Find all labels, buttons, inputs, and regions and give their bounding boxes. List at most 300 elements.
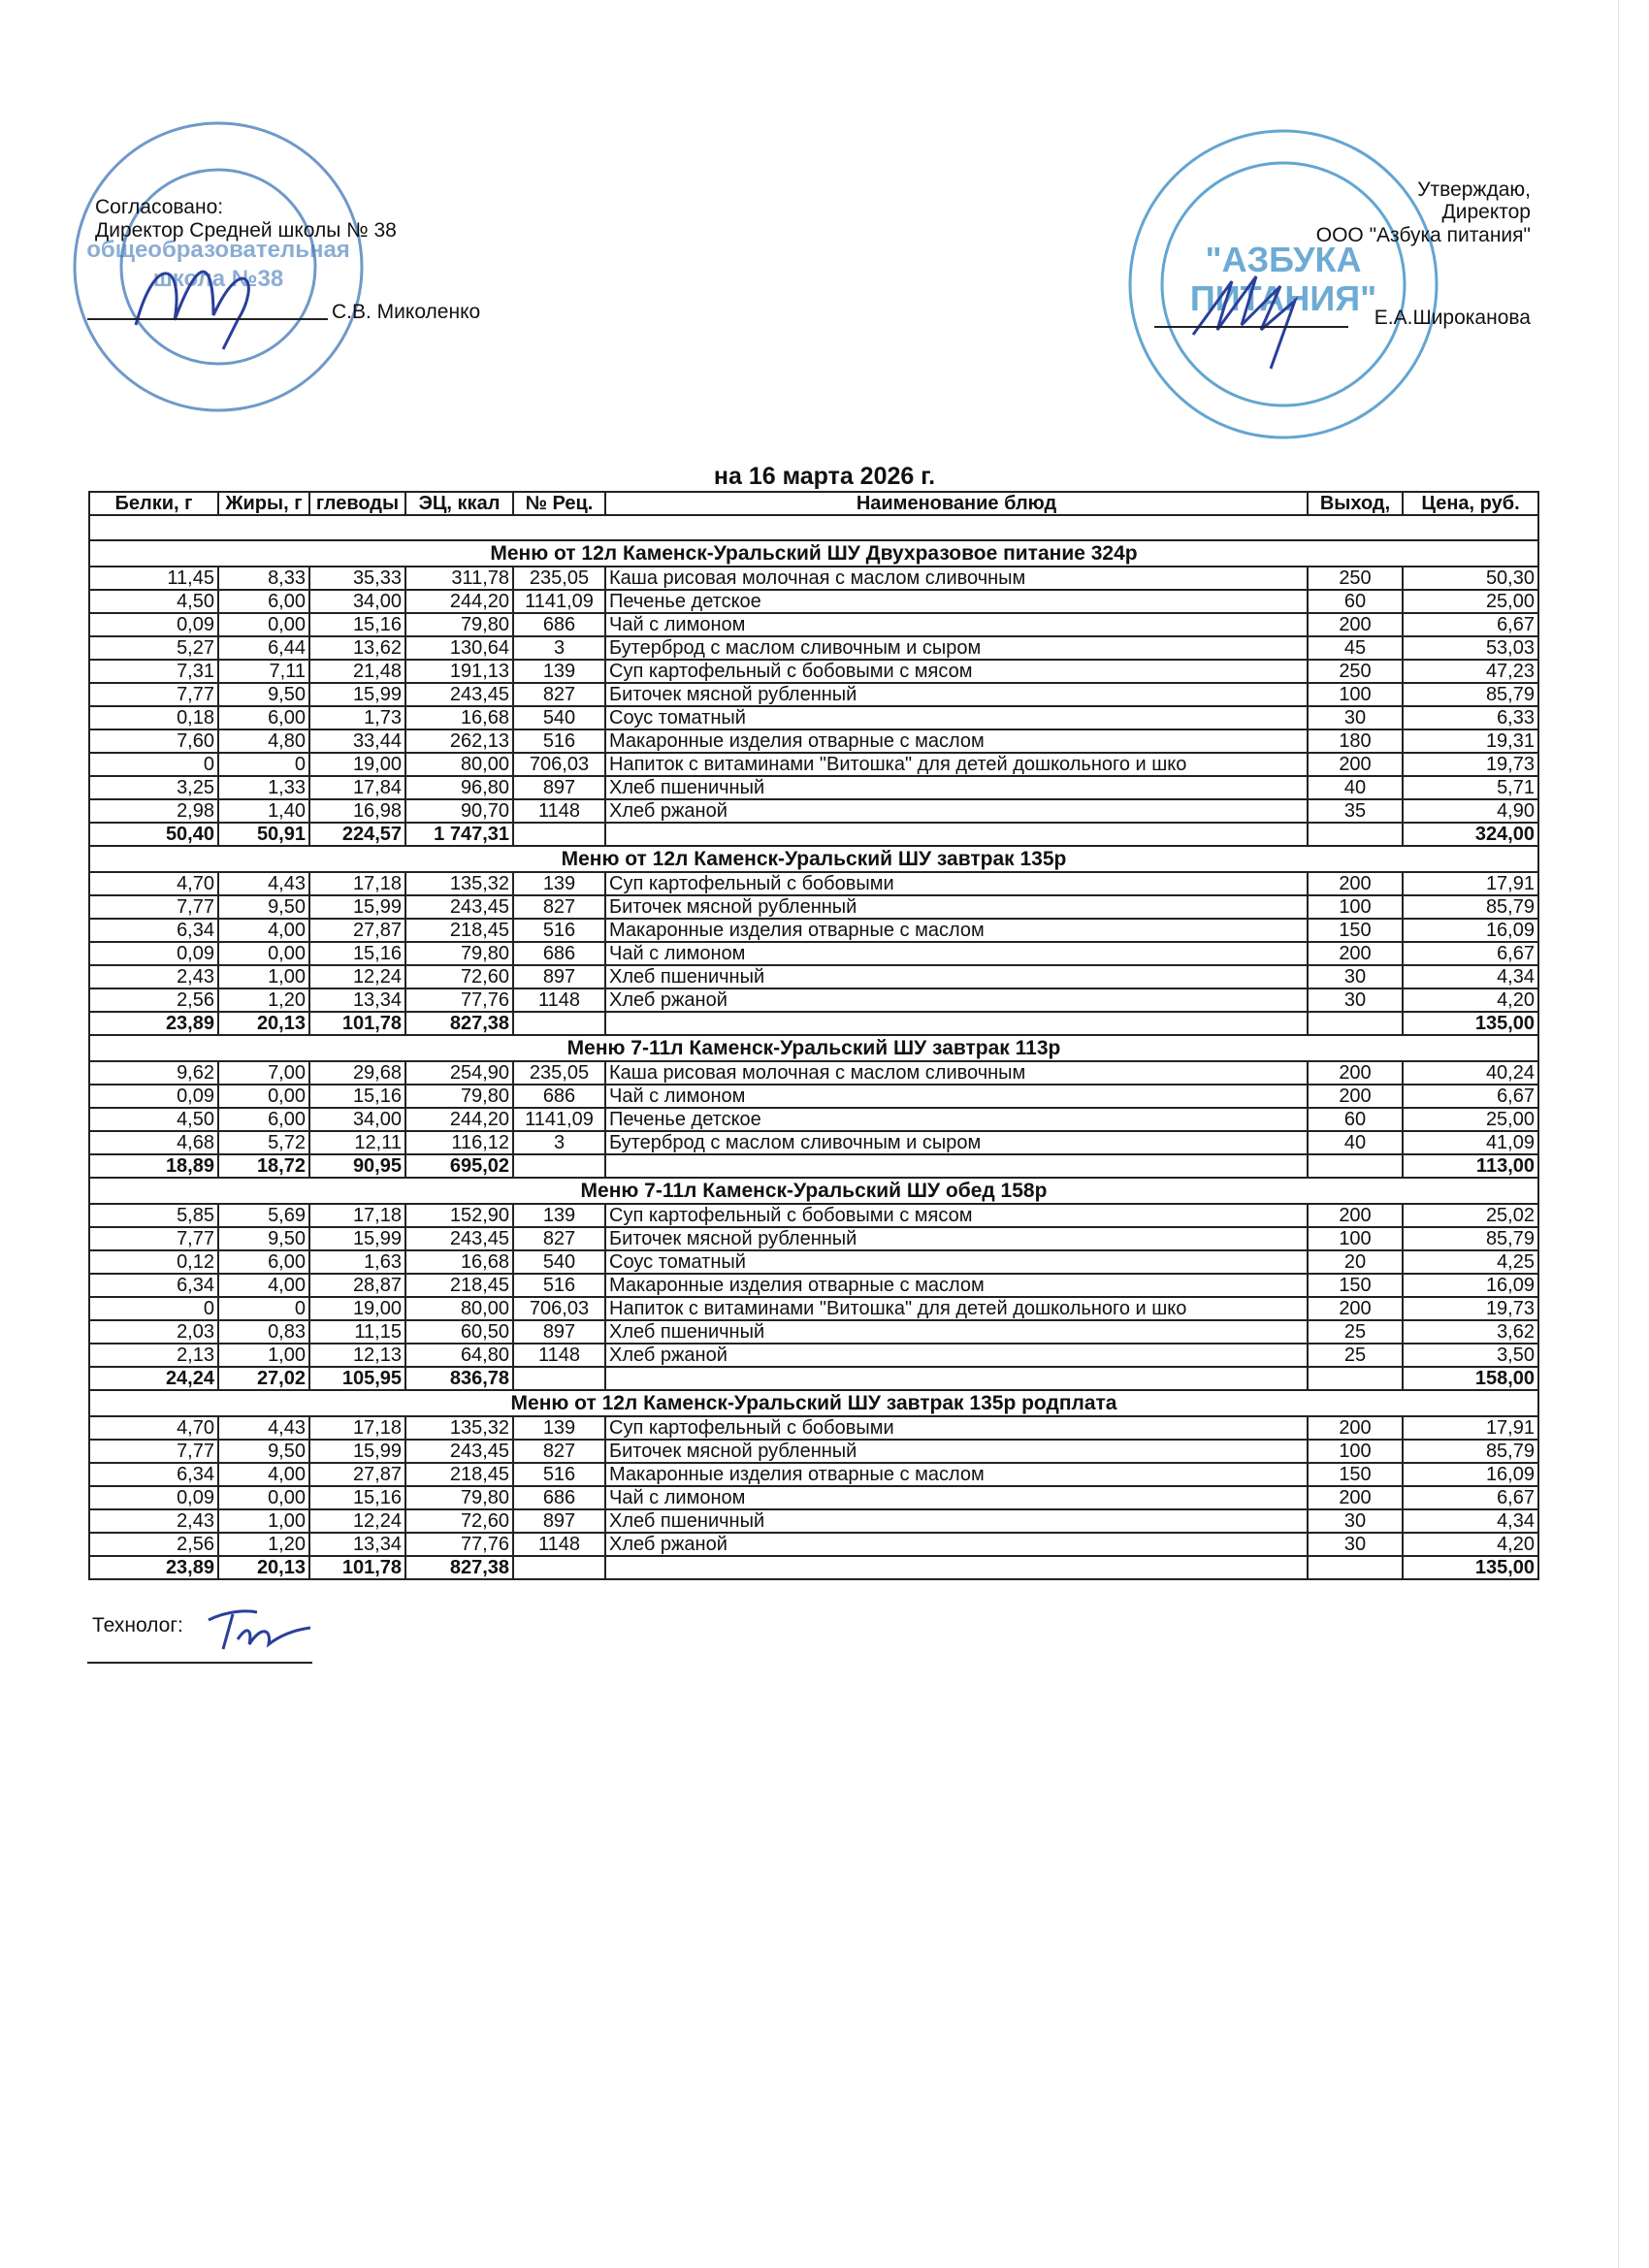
cell-fat: 4,80 [218,729,309,753]
cell-energy: 79,80 [405,613,513,636]
section-title: Меню от 12л Каменск-Уральский ШУ Двухразовое питание 324р [89,540,1538,567]
cell-recipe-no: 686 [513,1486,605,1509]
cell-price: 6,67 [1403,1486,1538,1509]
cell-carbs: 13,34 [309,1533,405,1556]
cell-protein: 3,25 [89,776,218,799]
cell-energy: 64,80 [405,1344,513,1367]
cell-carbs: 12,24 [309,965,405,988]
cell-recipe-no: 235,05 [513,567,605,590]
cell-dish-name: Макаронные изделия отварные с маслом [605,1274,1308,1297]
cell-portion: 200 [1308,753,1403,776]
cell-carbs: 34,00 [309,1108,405,1131]
header-protein: Белки, г [89,492,218,515]
cell-fat: 6,44 [218,636,309,660]
blank-row [89,515,1538,540]
cell-dish-name: Напиток с витаминами "Витошка" для детей дошкольного и шко [605,753,1308,776]
cell-dish-name: Печенье детское [605,590,1308,613]
cell-carbs: 1,63 [309,1250,405,1274]
cell-fat: 4,43 [218,872,309,895]
cell-energy: 130,64 [405,636,513,660]
total-price: 158,00 [1403,1367,1538,1390]
cell-energy: 311,78 [405,567,513,590]
cell-dish-name: Каша рисовая молочная с маслом сливочным [605,1061,1308,1085]
cell-price: 85,79 [1403,683,1538,706]
cell-price: 6,67 [1403,1085,1538,1108]
cell-carbs: 19,00 [309,753,405,776]
dish-row [89,799,1538,823]
cell-recipe-no: 827 [513,1227,605,1250]
cell-carbs: 13,62 [309,636,405,660]
dish-row [89,753,1538,776]
signature-line-right [1154,326,1348,328]
total-protein: 18,89 [89,1154,218,1178]
cell-protein: 7,77 [89,1227,218,1250]
cell-dish-name: Биточек мясной рубленный [605,895,1308,919]
dish-row [89,1440,1538,1463]
approve-position: Директор [1441,201,1531,223]
total-carbs: 101,78 [309,1012,405,1035]
cell-price: 85,79 [1403,895,1538,919]
cell-fat: 6,00 [218,590,309,613]
cell-dish-name: Каша рисовая молочная с маслом сливочным [605,567,1308,590]
cell-portion: 40 [1308,776,1403,799]
cell-price: 85,79 [1403,1227,1538,1250]
cell-price: 4,34 [1403,1509,1538,1533]
cell-energy: 80,00 [405,1297,513,1320]
dish-row [89,1108,1538,1131]
cell-price: 6,67 [1403,613,1538,636]
cell-carbs: 17,18 [309,872,405,895]
cell-dish-name: Биточек мясной рубленный [605,1440,1308,1463]
header-dish-name: Наименование блюд [605,492,1308,515]
total-fat: 27,02 [218,1367,309,1390]
cell-carbs: 15,99 [309,683,405,706]
cell-portion: 250 [1308,660,1403,683]
cell-dish-name: Бутерброд с маслом сливочным и сыром [605,636,1308,660]
total-recipe-no [513,1012,605,1035]
cell-price: 25,00 [1403,590,1538,613]
cell-protein: 0,09 [89,1085,218,1108]
dish-row [89,988,1538,1012]
cell-protein: 2,43 [89,965,218,988]
cell-carbs: 13,34 [309,988,405,1012]
cell-dish-name: Чай с лимоном [605,1486,1308,1509]
total-protein: 23,89 [89,1556,218,1579]
total-protein: 50,40 [89,823,218,846]
dish-row [89,1061,1538,1085]
cell-price: 25,02 [1403,1204,1538,1227]
cell-protein: 4,50 [89,1108,218,1131]
section-total-row [89,1012,1538,1035]
dish-row [89,729,1538,753]
cell-price: 47,23 [1403,660,1538,683]
approve-company: ООО "Азбука питания" [1315,224,1531,246]
cell-carbs: 11,15 [309,1320,405,1344]
cell-carbs: 15,99 [309,1227,405,1250]
cell-protein: 7,60 [89,729,218,753]
cell-protein: 0,09 [89,613,218,636]
cell-fat: 0,00 [218,942,309,965]
cell-portion: 25 [1308,1320,1403,1344]
cell-energy: 79,80 [405,1085,513,1108]
cell-protein: 11,45 [89,567,218,590]
total-dish-name [605,1012,1308,1035]
dish-row [89,1486,1538,1509]
cell-price: 6,33 [1403,706,1538,729]
cell-energy: 191,13 [405,660,513,683]
total-price: 324,00 [1403,823,1538,846]
cell-fat: 1,00 [218,965,309,988]
cell-dish-name: Хлеб ржаной [605,1344,1308,1367]
cell-carbs: 17,18 [309,1204,405,1227]
cell-fat: 5,72 [218,1131,309,1154]
total-portion [1308,1556,1403,1579]
dish-row [89,895,1538,919]
cell-recipe-no: 827 [513,895,605,919]
cell-energy: 135,32 [405,872,513,895]
cell-carbs: 27,87 [309,919,405,942]
cell-fat: 1,00 [218,1509,309,1533]
cell-energy: 243,45 [405,683,513,706]
cell-recipe-no: 516 [513,1274,605,1297]
cell-protein: 0,09 [89,942,218,965]
cell-fat: 9,50 [218,1440,309,1463]
cell-dish-name: Хлеб ржаной [605,1533,1308,1556]
total-portion [1308,1012,1403,1035]
approval-position: Директор Средней школы № 38 [95,219,397,242]
svg-text:ПИТАНИЯ": ПИТАНИЯ" [1189,278,1377,318]
total-recipe-no [513,1367,605,1390]
cell-energy: 218,45 [405,1463,513,1486]
cell-dish-name: Макаронные изделия отварные с маслом [605,1463,1308,1486]
svg-text:общеобразовательная: общеобразовательная [86,237,350,263]
cell-price: 19,73 [1403,753,1538,776]
total-energy: 827,38 [405,1556,513,1579]
cell-fat: 5,69 [218,1204,309,1227]
cell-recipe-no: 516 [513,1463,605,1486]
section-title: Меню от 12л Каменск-Уральский ШУ завтрак 135р [89,846,1538,872]
cell-price: 5,71 [1403,776,1538,799]
cell-portion: 30 [1308,965,1403,988]
cell-price: 16,09 [1403,919,1538,942]
total-recipe-no [513,1154,605,1178]
cell-energy: 218,45 [405,919,513,942]
total-recipe-no [513,823,605,846]
cell-price: 50,30 [1403,567,1538,590]
dish-row [89,683,1538,706]
total-fat: 50,91 [218,823,309,846]
cell-carbs: 15,16 [309,942,405,965]
dish-row [89,1204,1538,1227]
cell-carbs: 35,33 [309,567,405,590]
section-total-row [89,823,1538,846]
total-price: 135,00 [1403,1012,1538,1035]
cell-energy: 60,50 [405,1320,513,1344]
cell-carbs: 15,16 [309,613,405,636]
cell-fat: 0,00 [218,613,309,636]
cell-fat: 6,00 [218,1108,309,1131]
section-title-row [89,1178,1538,1204]
cell-fat: 4,00 [218,1274,309,1297]
cell-portion: 200 [1308,1204,1403,1227]
cell-carbs: 15,16 [309,1486,405,1509]
cell-price: 19,31 [1403,729,1538,753]
cell-dish-name: Макаронные изделия отварные с маслом [605,729,1308,753]
cell-fat: 9,50 [218,683,309,706]
dish-row [89,1085,1538,1108]
cell-fat: 6,00 [218,706,309,729]
cell-portion: 200 [1308,1085,1403,1108]
cell-energy: 135,32 [405,1416,513,1440]
cell-energy: 152,90 [405,1204,513,1227]
cell-protein: 0,18 [89,706,218,729]
cell-price: 25,00 [1403,1108,1538,1131]
cell-protein: 9,62 [89,1061,218,1085]
dish-row [89,567,1538,590]
cell-dish-name: Биточек мясной рубленный [605,683,1308,706]
cell-portion: 60 [1308,1108,1403,1131]
cell-carbs: 15,16 [309,1085,405,1108]
cell-recipe-no: 3 [513,1131,605,1154]
cell-fat: 9,50 [218,1227,309,1250]
dish-row [89,1320,1538,1344]
cell-price: 4,20 [1403,1533,1538,1556]
cell-portion: 200 [1308,872,1403,895]
cell-dish-name: Хлеб ржаной [605,799,1308,823]
section-title: Меню 7-11л Каменск-Уральский ШУ завтрак 113р [89,1035,1538,1061]
cell-recipe-no: 897 [513,1320,605,1344]
cell-protein: 4,50 [89,590,218,613]
header-price: Цена, руб. [1403,492,1538,515]
dish-row [89,613,1538,636]
cell-dish-name: Суп картофельный с бобовыми с мясом [605,1204,1308,1227]
total-portion [1308,1154,1403,1178]
total-energy: 827,38 [405,1012,513,1035]
section-title-row [89,1035,1538,1061]
technologist-signature [199,1601,315,1659]
approve-signer: Е.А.Широканова [1374,307,1531,329]
cell-dish-name: Соус томатный [605,706,1308,729]
cell-protein: 5,27 [89,636,218,660]
total-portion [1308,823,1403,846]
cell-price: 4,34 [1403,965,1538,988]
cell-portion: 200 [1308,1061,1403,1085]
cell-fat: 1,20 [218,988,309,1012]
total-dish-name [605,1556,1308,1579]
approve-label: Утверждаю, [1417,178,1531,201]
section-title: Меню 7-11л Каменск-Уральский ШУ обед 158р [89,1178,1538,1204]
cell-fat: 1,33 [218,776,309,799]
dish-row [89,1131,1538,1154]
cell-price: 41,09 [1403,1131,1538,1154]
cell-fat: 1,00 [218,1344,309,1367]
cell-recipe-no: 686 [513,1085,605,1108]
cell-recipe-no: 3 [513,636,605,660]
cell-energy: 80,00 [405,753,513,776]
cell-price: 4,20 [1403,988,1538,1012]
cell-recipe-no: 1141,09 [513,590,605,613]
cell-fat: 0,00 [218,1085,309,1108]
cell-energy: 90,70 [405,799,513,823]
cell-price: 17,91 [1403,872,1538,895]
cell-recipe-no: 540 [513,706,605,729]
total-energy: 695,02 [405,1154,513,1178]
cell-protein: 6,34 [89,1463,218,1486]
dish-row [89,1227,1538,1250]
cell-energy: 72,60 [405,965,513,988]
cell-price: 3,62 [1403,1320,1538,1344]
cell-fat: 4,43 [218,1416,309,1440]
cell-portion: 200 [1308,1297,1403,1320]
dish-row [89,1509,1538,1533]
total-portion [1308,1367,1403,1390]
cell-fat: 6,00 [218,1250,309,1274]
cell-price: 4,90 [1403,799,1538,823]
cell-protein: 0 [89,753,218,776]
cell-energy: 96,80 [405,776,513,799]
signature-line-left [87,318,328,320]
total-price: 113,00 [1403,1154,1538,1178]
cell-protein: 2,98 [89,799,218,823]
cell-portion: 200 [1308,1416,1403,1440]
cell-carbs: 15,99 [309,1440,405,1463]
cell-fat: 0,00 [218,1486,309,1509]
cell-protein: 0,12 [89,1250,218,1274]
cell-protein: 7,77 [89,683,218,706]
cell-fat: 9,50 [218,895,309,919]
dish-row [89,965,1538,988]
cell-dish-name: Чай с лимоном [605,942,1308,965]
dish-row [89,776,1538,799]
cell-recipe-no: 139 [513,1204,605,1227]
scan-edge [1618,0,1619,2268]
svg-text:школа №38: школа №38 [152,266,284,292]
dish-row [89,636,1538,660]
total-dish-name [605,823,1308,846]
cell-recipe-no: 1148 [513,1533,605,1556]
cell-recipe-no: 139 [513,1416,605,1440]
dish-row [89,1250,1538,1274]
cell-portion: 100 [1308,1227,1403,1250]
cell-portion: 25 [1308,1344,1403,1367]
cell-energy: 79,80 [405,1486,513,1509]
cell-protein: 4,68 [89,1131,218,1154]
section-total-row [89,1367,1538,1390]
cell-price: 3,50 [1403,1344,1538,1367]
dish-row [89,1344,1538,1367]
cell-portion: 150 [1308,1463,1403,1486]
menu-date-title: на 16 марта 2026 г. [713,463,936,490]
cell-carbs: 29,68 [309,1061,405,1085]
total-fat: 18,72 [218,1154,309,1178]
cell-carbs: 34,00 [309,590,405,613]
cell-price: 4,25 [1403,1250,1538,1274]
section-title-row [89,846,1538,872]
cell-carbs: 1,73 [309,706,405,729]
cell-recipe-no: 686 [513,942,605,965]
cell-portion: 30 [1308,988,1403,1012]
cell-energy: 218,45 [405,1274,513,1297]
cell-energy: 16,68 [405,1250,513,1274]
cell-recipe-no: 686 [513,613,605,636]
section-title-row [89,540,1538,567]
cell-portion: 100 [1308,683,1403,706]
cell-protein: 5,85 [89,1204,218,1227]
cell-protein: 7,77 [89,895,218,919]
cell-protein: 2,56 [89,988,218,1012]
cell-recipe-no: 827 [513,683,605,706]
cell-energy: 244,20 [405,590,513,613]
cell-protein: 7,77 [89,1440,218,1463]
company-stamp [1125,126,1445,446]
cell-dish-name: Хлеб пшеничный [605,776,1308,799]
header-row [89,492,1538,515]
header-fat: Жиры, г [218,492,309,515]
cell-price: 53,03 [1403,636,1538,660]
cell-portion: 100 [1308,1440,1403,1463]
cell-dish-name: Бутерброд с маслом сливочным и сыром [605,1131,1308,1154]
cell-carbs: 21,48 [309,660,405,683]
cell-fat: 0,83 [218,1320,309,1344]
cell-energy: 77,76 [405,1533,513,1556]
menu-table [88,491,1539,1580]
school-stamp [68,116,369,417]
cell-energy: 244,20 [405,1108,513,1131]
cell-dish-name: Соус томатный [605,1250,1308,1274]
cell-fat: 4,00 [218,919,309,942]
cell-fat: 1,40 [218,799,309,823]
cell-fat: 4,00 [218,1463,309,1486]
cell-recipe-no: 706,03 [513,753,605,776]
total-carbs: 101,78 [309,1556,405,1579]
cell-fat: 8,33 [218,567,309,590]
cell-carbs: 16,98 [309,799,405,823]
cell-portion: 30 [1308,1533,1403,1556]
cell-portion: 150 [1308,919,1403,942]
cell-carbs: 17,84 [309,776,405,799]
total-dish-name [605,1154,1308,1178]
cell-portion: 200 [1308,942,1403,965]
cell-portion: 35 [1308,799,1403,823]
cell-carbs: 12,13 [309,1344,405,1367]
dish-row [89,1533,1538,1556]
cell-protein: 2,43 [89,1509,218,1533]
cell-dish-name: Суп картофельный с бобовыми [605,872,1308,895]
cell-recipe-no: 516 [513,729,605,753]
cell-dish-name: Макаронные изделия отварные с маслом [605,919,1308,942]
cell-recipe-no: 516 [513,919,605,942]
cell-recipe-no: 235,05 [513,1061,605,1085]
cell-energy: 77,76 [405,988,513,1012]
cell-energy: 116,12 [405,1131,513,1154]
cell-carbs: 15,99 [309,895,405,919]
section-title-row [89,1390,1538,1416]
dish-row [89,1463,1538,1486]
cell-carbs: 12,24 [309,1509,405,1533]
cell-price: 40,24 [1403,1061,1538,1085]
cell-dish-name: Печенье детское [605,1108,1308,1131]
cell-portion: 30 [1308,1509,1403,1533]
cell-protein: 4,70 [89,1416,218,1440]
cell-portion: 20 [1308,1250,1403,1274]
cell-portion: 60 [1308,590,1403,613]
total-energy: 836,78 [405,1367,513,1390]
cell-recipe-no: 1141,09 [513,1108,605,1131]
cell-protein: 2,56 [89,1533,218,1556]
total-price: 135,00 [1403,1556,1538,1579]
section-title: Меню от 12л Каменск-Уральский ШУ завтрак 135р родплата [89,1390,1538,1416]
signature-line-technologist [87,1662,312,1664]
